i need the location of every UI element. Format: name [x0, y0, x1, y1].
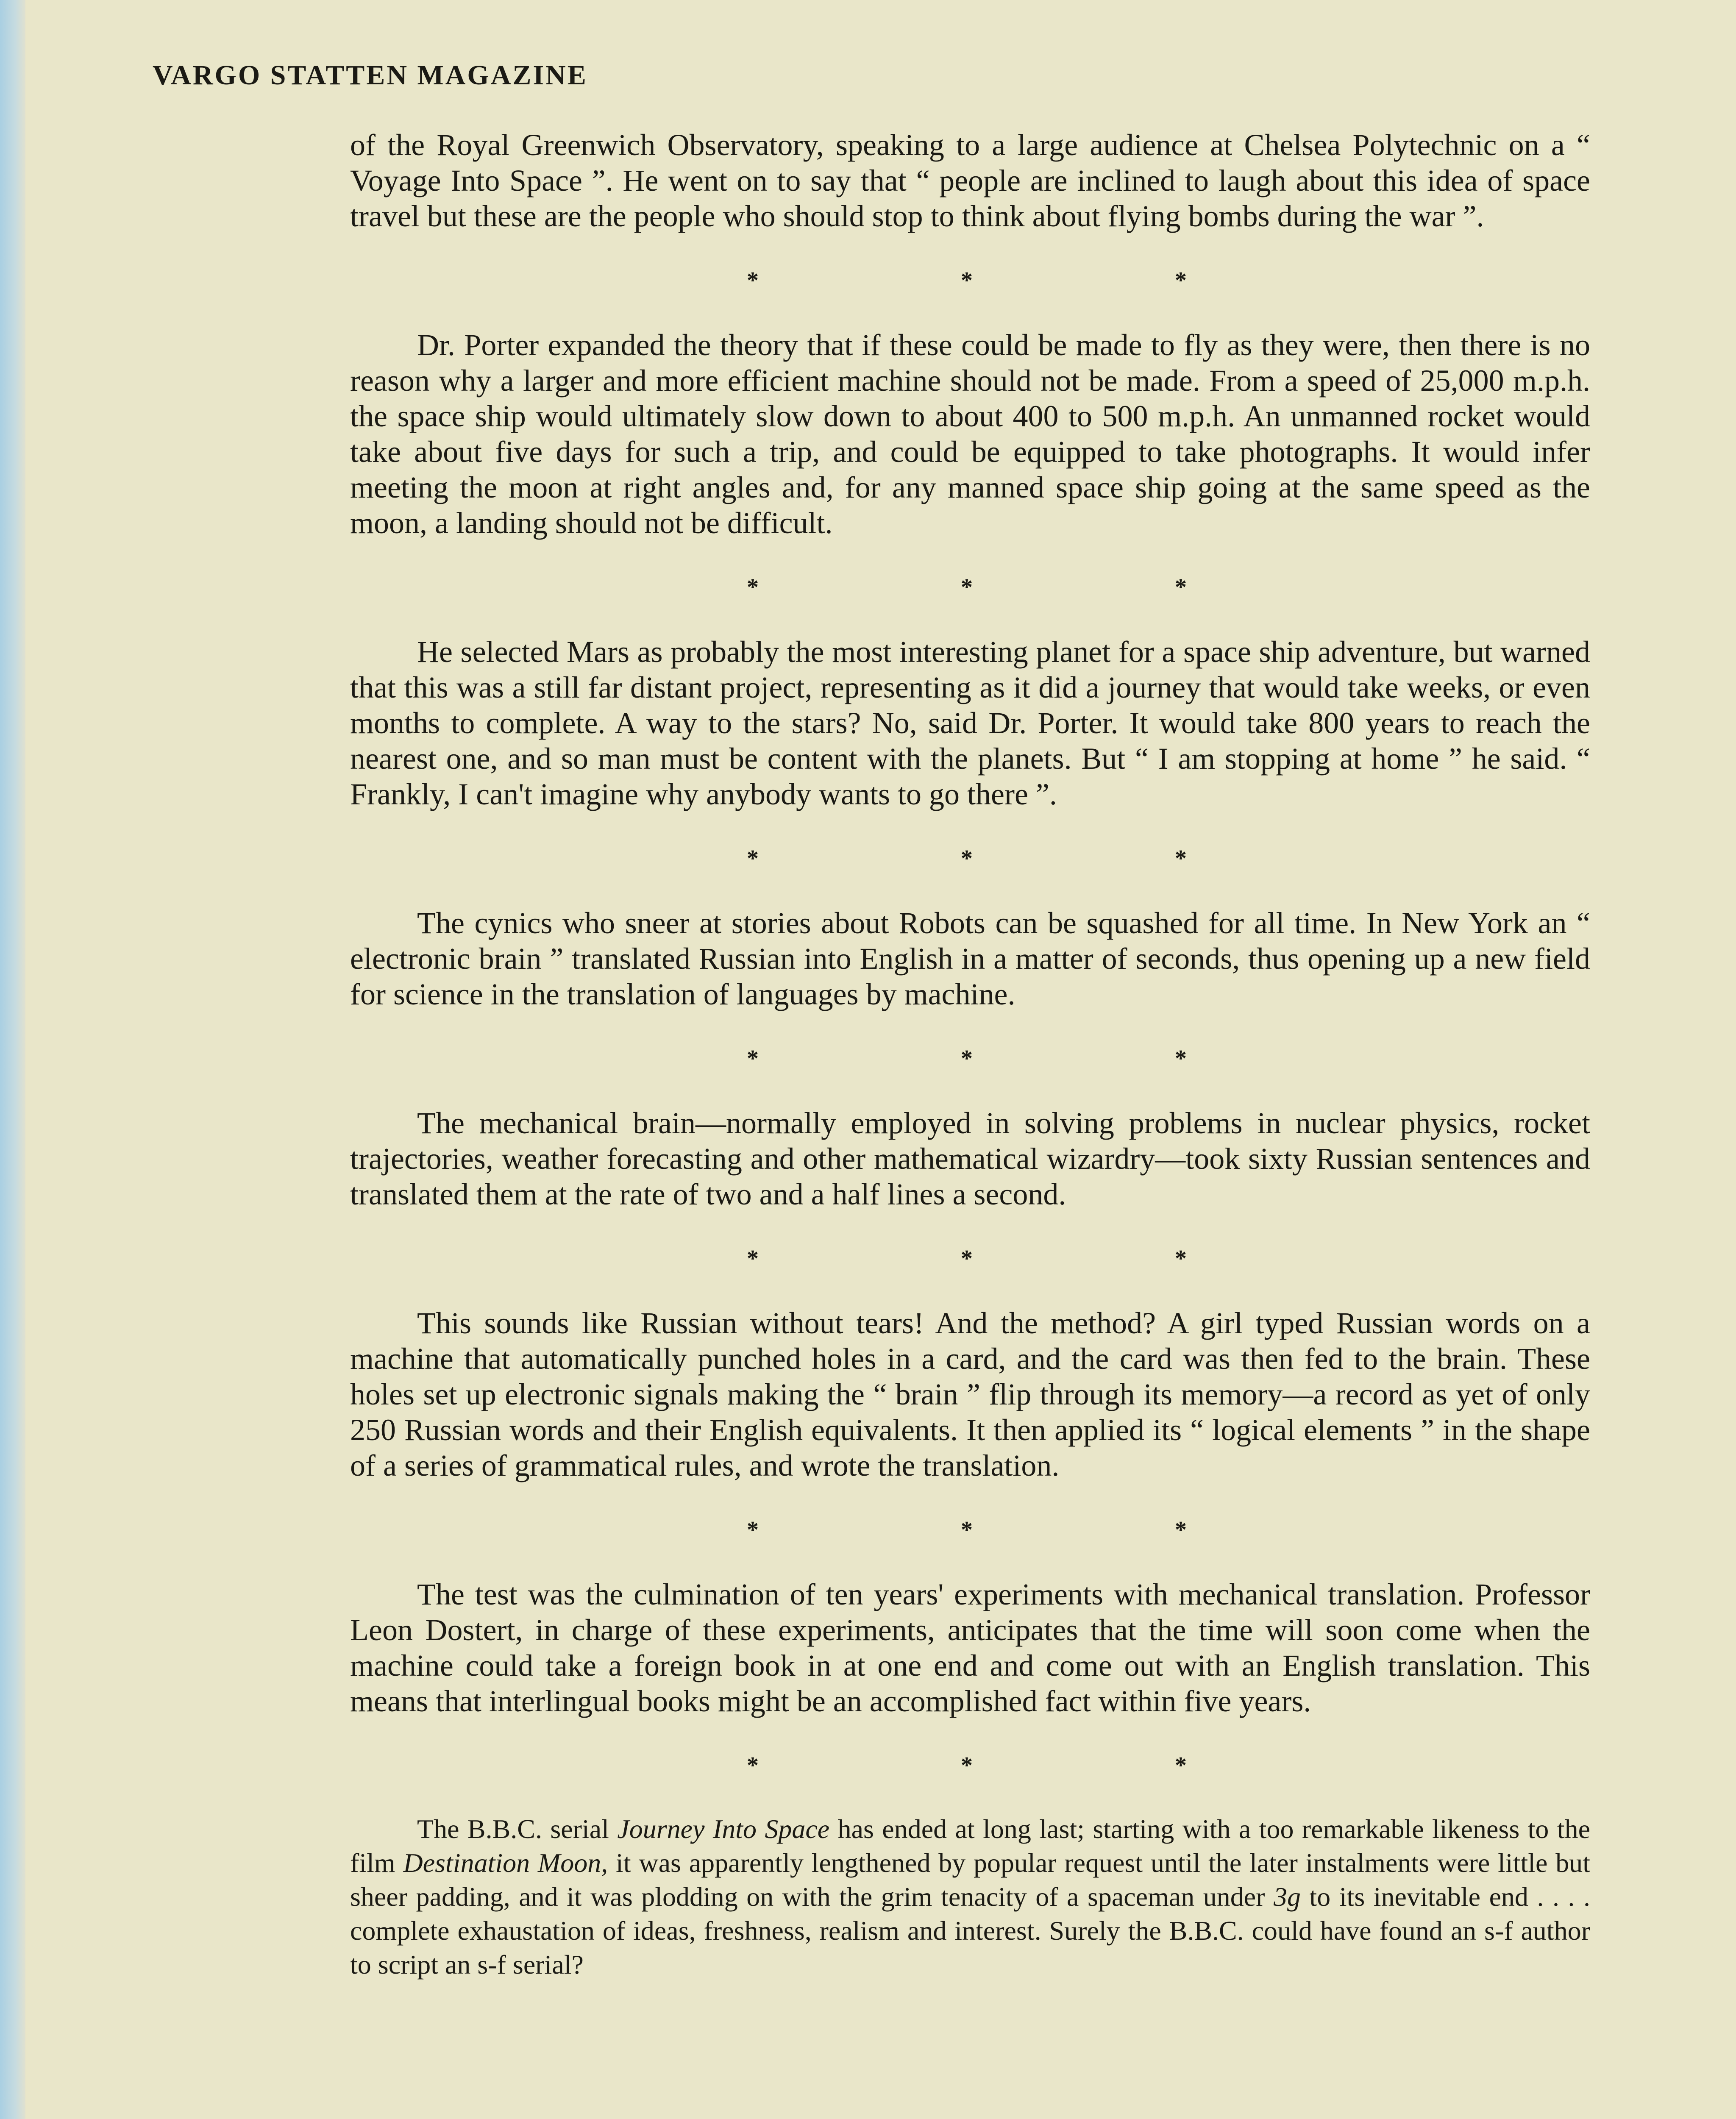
paragraph-8-bbc-serial — [350, 1812, 1590, 1982]
paragraph-4: The cynics who sneer at stories about Robots can be squashed for all time. In New York an “ electronic brain ” translated Russian into English in a matter of seconds, thus opening up a new field for science in the translation of languages by machine. — [350, 906, 1590, 1011]
section-separator — [744, 1517, 1189, 1543]
separator-star: * — [747, 1517, 759, 1543]
section-separator — [744, 268, 1189, 293]
paragraph-text: to its inevitable end . . . . complete exhaustation of ideas, freshness, realism and interest. Surely the B.B.C. could have found an s-f author to script an s-f serial? — [350, 1882, 1591, 1980]
g-force-term: 3g — [1273, 1882, 1301, 1912]
paragraph-text: The B.B.C. serial — [417, 1814, 618, 1844]
separator-star: * — [1175, 1046, 1187, 1072]
separator-star: * — [1175, 845, 1187, 872]
separator-star: * — [1175, 574, 1187, 601]
paragraph-text: has ended at long last; starting with a too remarkable likeness to the film — [350, 1814, 1591, 1878]
separator-star: * — [961, 574, 973, 601]
paragraph-5: The mechanical brain—normally employed in solving problems in nuclear physics, rocket trajectories, weather forecasting and other mathematical wizardry—took sixty Russian sentences and translated them at the rate of two and a half lines a second. — [350, 1106, 1590, 1211]
article-column — [350, 127, 1590, 1982]
section-separator — [744, 846, 1189, 871]
separator-star: * — [961, 267, 973, 294]
film-title: Destination Moon, — [403, 1848, 608, 1878]
separator-star: * — [961, 1246, 973, 1272]
separator-star: * — [1175, 1246, 1187, 1272]
separator-star: * — [747, 1752, 759, 1779]
paragraph-1: of the Royal Greenwich Observatory, speaking to a large audience at Chelsea Polytechnic on a “ Voyage Into Space ”. He went on to say that “ people are inclined to laugh about this idea of space travel but these are the people who should stop to think about flying bombs during the war ”. — [350, 128, 1590, 233]
separator-star: * — [747, 1046, 759, 1072]
separator-star: * — [961, 1517, 973, 1543]
paragraph-2: Dr. Porter expanded the theory that if these could be made to fly as they were, then there is no reason why a larger and more efficient machine should not be made. From a speed of 25,000 m.p.h. the space ship would ultimately slow down to about 400 to 500 m.p.h. An unmanned rocket would take about five days for such a trip, and could be equipped to take photographs. It would infer meeting the moon at right angles and, for any manned space ship going at the same speed as the moon, a landing should not be difficult. — [350, 328, 1590, 540]
serial-title: Journey Into Space — [617, 1814, 830, 1844]
page-left-edge — [0, 0, 25, 2119]
separator-star: * — [1175, 1517, 1187, 1543]
section-separator — [744, 1246, 1189, 1271]
magazine-header: VARGO STATTEN MAGAZINE — [153, 60, 588, 91]
separator-star: * — [747, 574, 759, 601]
paragraph-3: He selected Mars as probably the most interesting planet for a space ship adventure, but warned that this was a still far distant project, representing as it did a journey that would take weeks, or even months to complete. A way to the stars? No, said Dr. Porter. It would take 800 years to reach the nearest one, and so man must be content with the planets. But “ I am stopping at home ” he said. “ Frankly, I can't imagine why anybody wants to go there ”. — [350, 635, 1590, 811]
separator-star: * — [747, 1246, 759, 1272]
paragraph-6: This sounds like Russian without tears! And the method? A girl typed Russian words on a machine that automatically punched holes in a card, and the card was then fed to the brain. These holes set up electronic signals making the “ brain ” flip through its memory—a record as yet of only 250 Russian words and their English equivalents. It then applied its “ logical elements ” in the shape of a series of grammatical rules, and wrote the translation. — [350, 1306, 1590, 1482]
separator-star: * — [1175, 1752, 1187, 1779]
paragraph-7: The test was the culmination of ten years' experiments with mechanical translation. Professor Leon Dostert, in charge of these experiments, anticipates that the time will soon come when the machine could take a foreign book in at one end and come out with an English translation. This means that interlingual books might be an accomplished fact within five years. — [350, 1577, 1590, 1718]
separator-star: * — [961, 845, 973, 872]
section-separator — [744, 1046, 1189, 1071]
separator-star: * — [961, 1046, 973, 1072]
section-separator — [744, 1753, 1189, 1778]
separator-star: * — [747, 267, 759, 294]
paragraph-text: it was apparently lengthened by popular request until the later instalments were little but sheer padding, and it was plodding on with the grim tenacity of a spaceman under — [350, 1848, 1591, 1912]
section-separator — [744, 575, 1189, 600]
separator-star: * — [1175, 267, 1187, 294]
separator-star: * — [747, 845, 759, 872]
separator-star: * — [961, 1752, 973, 1779]
